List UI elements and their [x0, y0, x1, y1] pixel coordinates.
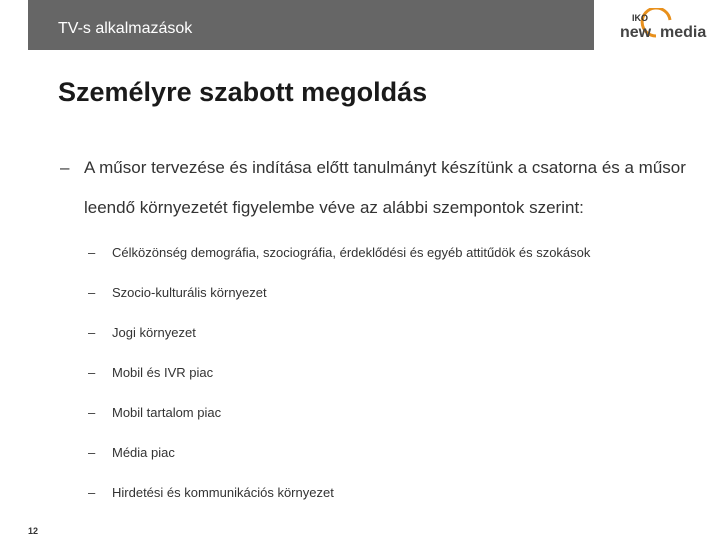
- list-item: [88, 442, 688, 482]
- list-item: [88, 402, 688, 442]
- logo-new-text: new: [620, 24, 652, 41]
- list-item: [88, 362, 688, 402]
- criteria-list: [88, 242, 688, 522]
- logo-media-text: media: [660, 24, 707, 41]
- bullet-dash: –: [88, 285, 96, 300]
- bullet-dash: –: [88, 245, 96, 260]
- page-number: 12: [28, 526, 39, 536]
- bullet-dash: –: [88, 405, 96, 420]
- company-logo: [618, 8, 707, 48]
- list-item-text: Hirdetési és kommunikációs környezet: [112, 485, 334, 500]
- list-item-text: Mobil és IVR piac: [112, 365, 214, 380]
- intro-text: A műsor tervezése és indítása előtt tanulmányt készítünk a csatorna és a műsor leendő környezetét figyelembe véve az alábbi szempontok szerint:: [84, 158, 686, 217]
- list-item: [88, 282, 688, 322]
- header-bar: [28, 0, 594, 50]
- list-item: [88, 242, 688, 282]
- list-item-text: Célközönség demográfia, szociográfia, érdeklődési és egyéb attitűdök és szokások: [112, 245, 591, 260]
- list-item-text: Média piac: [112, 445, 175, 460]
- list-item: [88, 322, 688, 362]
- bullet-dash: –: [88, 365, 96, 380]
- intro-dash: –: [60, 158, 70, 177]
- list-item-text: Szocio-kulturális környezet: [112, 285, 267, 300]
- bullet-dash: –: [88, 445, 96, 460]
- list-item: [88, 482, 688, 522]
- section-title: TV-s alkalmazások: [58, 20, 193, 37]
- page-heading: Személyre szabott megoldás: [58, 77, 428, 107]
- list-item-text: Mobil tartalom piac: [112, 405, 222, 420]
- bullet-dash: –: [88, 325, 96, 340]
- list-item-text: Jogi környezet: [112, 325, 196, 340]
- logo-iko-text: IKO: [632, 13, 649, 23]
- bullet-dash: –: [88, 485, 96, 500]
